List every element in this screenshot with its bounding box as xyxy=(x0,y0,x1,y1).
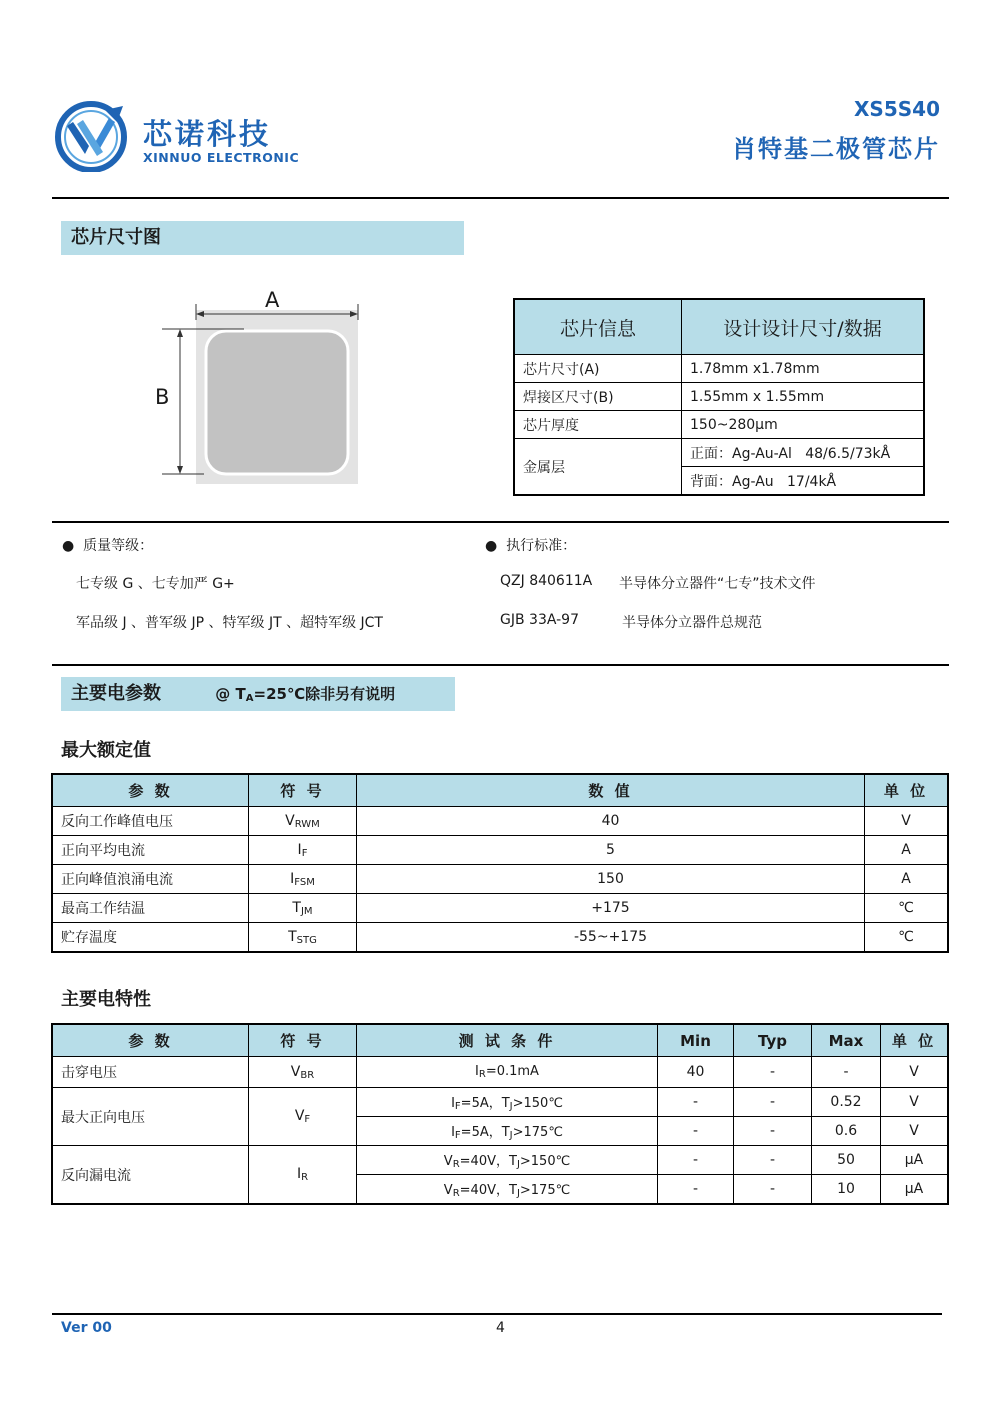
section-params-title: 主要电参数 xyxy=(71,683,161,704)
unit-value: V xyxy=(881,1117,949,1146)
product-name: 肖特基二极管芯片 xyxy=(732,135,940,163)
test-condition: $I_F=5A$，$T_J>175℃$ xyxy=(357,1117,658,1146)
info-value-front: 正面：Ag-Au-Al 48/6.5/73kÅ xyxy=(682,439,925,467)
param-name: 正向平均电流 xyxy=(52,836,249,865)
xinnuo-logo-icon xyxy=(53,100,131,172)
standard-code-2: GJB 33A-97 xyxy=(500,612,579,628)
table-row xyxy=(52,1057,948,1088)
typ-value: - xyxy=(734,1057,812,1088)
param-value: 150 xyxy=(357,865,865,894)
param-symbol: $I_F$ xyxy=(249,836,357,865)
standard-code-1: QZJ 840611A xyxy=(500,573,593,589)
quality-title: 质量等级： xyxy=(83,538,154,554)
product-code: XS5S40 xyxy=(854,97,940,121)
info-value: 1.55mm x 1.55mm xyxy=(682,383,925,411)
table-row xyxy=(52,923,948,953)
standards-heading xyxy=(485,535,576,555)
col-condition: 测 试 条 件 xyxy=(357,1024,658,1057)
section-params-condition: @ $T_A=25℃$除非另有说明 xyxy=(215,685,396,704)
col-typ: Typ xyxy=(734,1024,812,1057)
bullet-icon: ● xyxy=(62,538,75,554)
standards-title: 执行标准： xyxy=(506,538,577,554)
param-unit: A xyxy=(865,865,949,894)
chip-diagram xyxy=(150,290,370,490)
min-value: - xyxy=(658,1146,734,1175)
standard-desc-2: 半导体分立器件总规范 xyxy=(622,615,762,631)
typ-value: - xyxy=(734,1088,812,1117)
diagram-label-a: A xyxy=(265,288,280,312)
info-label: 焊接区尺寸(B) xyxy=(514,383,682,411)
param-symbol: $I_R$ xyxy=(249,1146,357,1205)
typ-value: - xyxy=(734,1146,812,1175)
info-label: 芯片厚度 xyxy=(514,411,682,439)
info-label-metal: 金属层 xyxy=(514,439,682,496)
table-row xyxy=(514,383,924,411)
diagram-label-b: B xyxy=(155,385,170,409)
table-row xyxy=(514,439,924,467)
col-symbol: 符 号 xyxy=(249,774,357,807)
max-value: 10 xyxy=(812,1175,881,1205)
table-row xyxy=(52,1146,948,1175)
table-row xyxy=(52,1088,948,1117)
quality-line2: 军品级 J 、普军级 JP 、特军级 JT 、超特军级 JCT xyxy=(76,615,383,631)
typ-value: - xyxy=(734,1117,812,1146)
bullet-icon: ● xyxy=(485,538,498,554)
max-value: 50 xyxy=(812,1146,881,1175)
footer-version: Ver 00 xyxy=(61,1320,112,1336)
unit-value: V xyxy=(881,1088,949,1117)
footer-divider xyxy=(52,1313,942,1315)
param-symbol: $T_{STG}$ xyxy=(249,923,357,953)
max-value: - xyxy=(812,1057,881,1088)
param-name: 贮存温度 xyxy=(52,923,249,953)
param-name: 正向峰值浪涌电流 xyxy=(52,865,249,894)
test-condition: $V_R=40V$，$T_J>175℃$ xyxy=(357,1175,658,1205)
unit-value: V xyxy=(881,1057,949,1088)
param-value: 5 xyxy=(357,836,865,865)
max-ratings-table xyxy=(51,773,949,953)
param-value: -55~+175 xyxy=(357,923,865,953)
param-name: 反向漏电流 xyxy=(52,1146,249,1205)
table-row xyxy=(52,807,948,836)
table-row xyxy=(52,865,948,894)
param-symbol: $V_F$ xyxy=(249,1088,357,1146)
section-chip-title: 芯片尺寸图 xyxy=(61,221,464,255)
param-value: 40 xyxy=(357,807,865,836)
info-label: 芯片尺寸(A) xyxy=(514,355,682,383)
page-number: 4 xyxy=(496,1320,505,1336)
company-name-en: XINNUO ELECTRONIC xyxy=(143,150,300,165)
characteristics-table xyxy=(51,1023,949,1205)
param-value: +175 xyxy=(357,894,865,923)
standard-desc-1: 半导体分立器件“七专”技术文件 xyxy=(619,576,816,592)
param-symbol: $V_{BR}$ xyxy=(249,1057,357,1088)
table-row xyxy=(514,411,924,439)
col-unit: 单 位 xyxy=(881,1024,949,1057)
test-condition: $I_R=0.1mA$ xyxy=(357,1057,658,1088)
table-row xyxy=(52,894,948,923)
chip-info-table xyxy=(513,298,925,496)
param-unit: V xyxy=(865,807,949,836)
col-param: 参 数 xyxy=(52,1024,249,1057)
section-params-bar xyxy=(61,677,455,711)
test-condition: $V_R=40V$，$T_J>150℃$ xyxy=(357,1146,658,1175)
col-unit: 单 位 xyxy=(865,774,949,807)
min-value: - xyxy=(658,1088,734,1117)
col-max: Max xyxy=(812,1024,881,1057)
max-value: 0.52 xyxy=(812,1088,881,1117)
unit-value: μA xyxy=(881,1146,949,1175)
param-unit: ℃ xyxy=(865,894,949,923)
info-header-design: 设计设计尺寸/数据 xyxy=(682,299,925,355)
param-name: 最大正向电压 xyxy=(52,1088,249,1146)
company-logo xyxy=(53,100,131,172)
param-name: 最高工作结温 xyxy=(52,894,249,923)
company-name-cn: 芯诺科技 xyxy=(143,117,272,151)
param-symbol: $T_{JM}$ xyxy=(249,894,357,923)
col-value: 数 值 xyxy=(357,774,865,807)
typ-value: - xyxy=(734,1175,812,1205)
unit-value: μA xyxy=(881,1175,949,1205)
header-divider xyxy=(52,197,949,199)
min-value: - xyxy=(658,1117,734,1146)
test-condition: $I_F=5A$，$T_J>150℃$ xyxy=(357,1088,658,1117)
param-symbol: $I_{FSM}$ xyxy=(249,865,357,894)
col-symbol: 符 号 xyxy=(249,1024,357,1057)
info-value: 150~280μm xyxy=(682,411,925,439)
param-unit: ℃ xyxy=(865,923,949,953)
min-value: 40 xyxy=(658,1057,734,1088)
min-value: - xyxy=(658,1175,734,1205)
param-unit: A xyxy=(865,836,949,865)
info-header-chip: 芯片信息 xyxy=(514,299,682,355)
max-ratings-title: 最大额定值 xyxy=(61,740,151,761)
table-row xyxy=(52,836,948,865)
divider xyxy=(52,521,949,523)
max-value: 0.6 xyxy=(812,1117,881,1146)
param-name: 击穿电压 xyxy=(52,1057,249,1088)
divider xyxy=(52,664,949,666)
col-param: 参 数 xyxy=(52,774,249,807)
info-value: 1.78mm x1.78mm xyxy=(682,355,925,383)
col-min: Min xyxy=(658,1024,734,1057)
param-symbol: $V_{RWM}$ xyxy=(249,807,357,836)
info-value-back: 背面：Ag-Au 17/4kÅ xyxy=(682,467,925,496)
quality-line1: 七专级 G 、七专加严 G+ xyxy=(76,576,235,592)
param-name: 反向工作峰值电压 xyxy=(52,807,249,836)
table-row xyxy=(514,355,924,383)
quality-heading xyxy=(62,535,153,555)
characteristics-title: 主要电特性 xyxy=(61,989,151,1010)
